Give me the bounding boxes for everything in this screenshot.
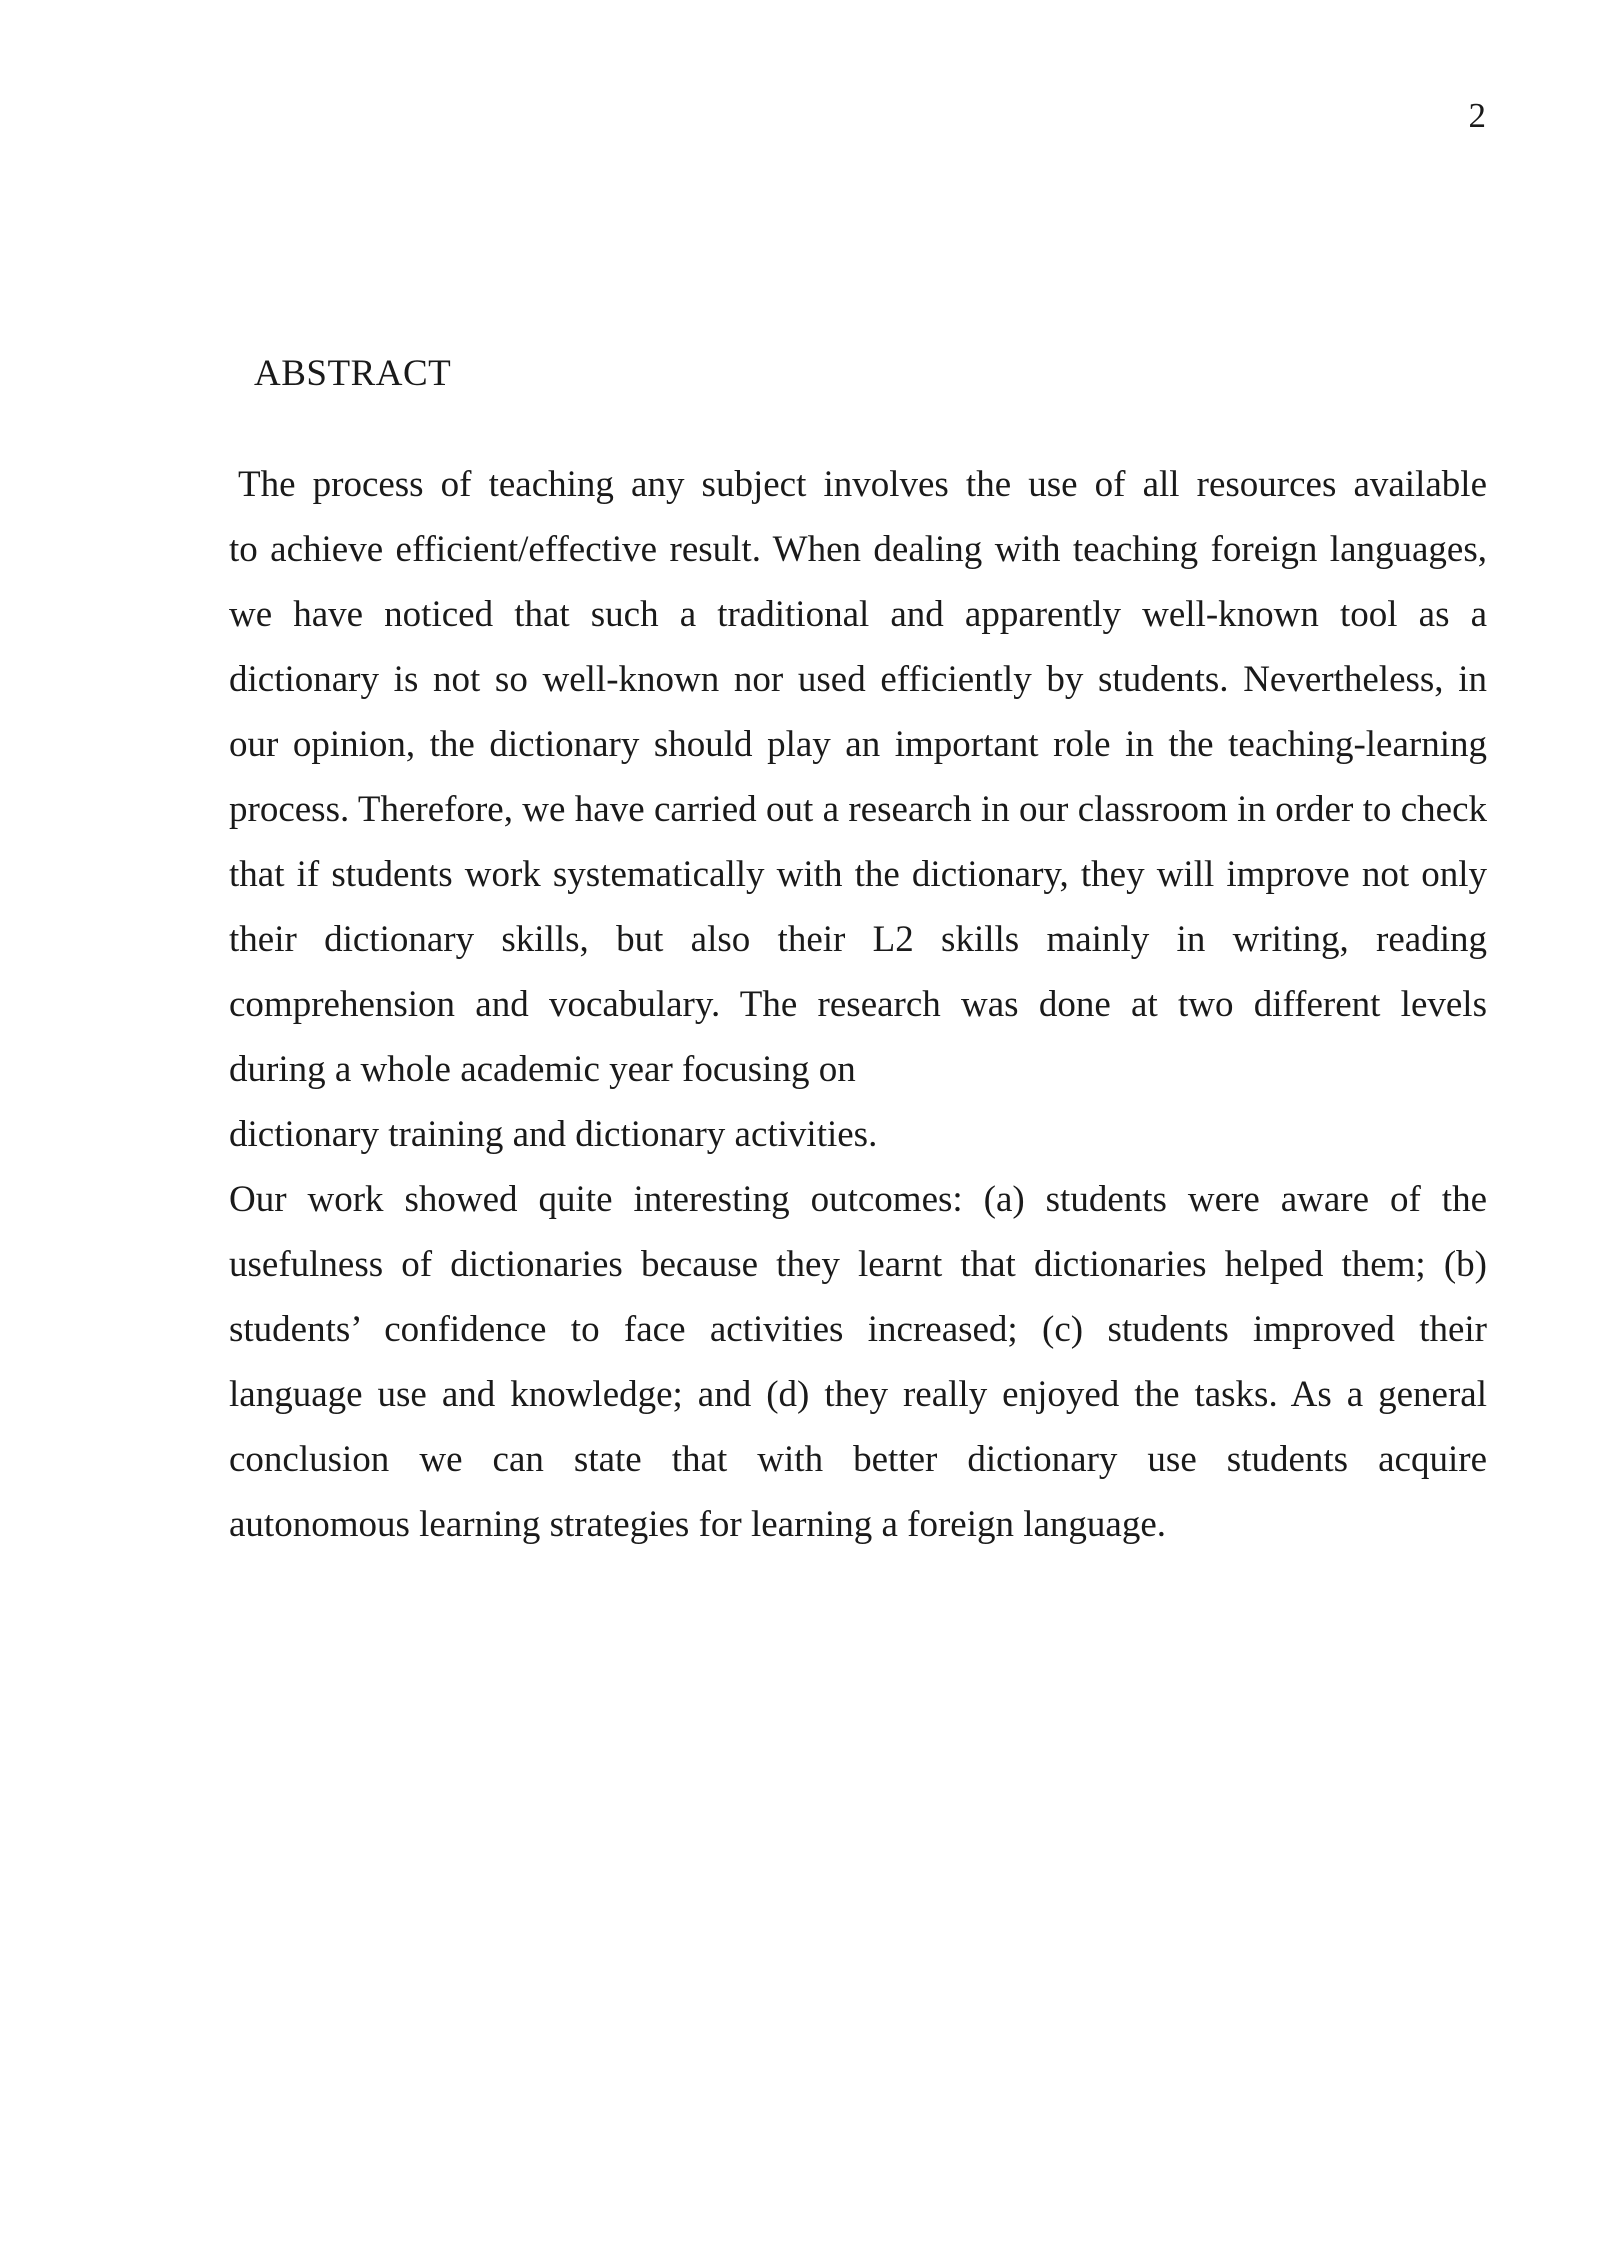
abstract-line: we have noticed that such a traditional and apparently well-known tool as a (229, 594, 1487, 635)
abstract-line: comprehension and vocabulary. The research was done at two different levels (229, 984, 1487, 1025)
abstract-line: process. Therefore, we have carried out a research in our classroom in order to check (229, 789, 1487, 830)
abstract-line: Our work showed quite interesting outcomes: (a) students were aware of the (229, 1179, 1487, 1220)
abstract-line: that if students work systematically with the dictionary, they will improve not only (229, 854, 1487, 895)
abstract-line: our opinion, the dictionary should play an important role in the teaching-learning (229, 724, 1487, 765)
abstract-line: language use and knowledge; and (d) they really enjoyed the tasks. As a general (229, 1374, 1487, 1415)
abstract-heading: ABSTRACT (254, 353, 452, 394)
abstract-line: conclusion we can state that with better dictionary use students acquire (229, 1439, 1487, 1480)
abstract-body (229, 452, 1487, 1557)
abstract-line: dictionary training and dictionary activities. (229, 1114, 878, 1155)
abstract-line: usefulness of dictionaries because they learnt that dictionaries helped them; (b) (229, 1244, 1487, 1285)
abstract-line: dictionary is not so well-known nor used efficiently by students. Nevertheless, in (229, 659, 1487, 700)
abstract-line: autonomous learning strategies for learning a foreign language. (229, 1504, 1167, 1545)
abstract-line: during a whole academic year focusing on (229, 1049, 856, 1090)
page-number: 2 (1468, 96, 1486, 135)
abstract-line: The process of teaching any subject involves the use of all resources available (238, 464, 1487, 505)
abstract-line: their dictionary skills, but also their L2 skills mainly in writing, reading (229, 919, 1487, 960)
abstract-line: students’ confidence to face activities increased; (c) students improved their (229, 1309, 1487, 1350)
abstract-line: to achieve efficient/effective result. When dealing with teaching foreign languages, (229, 529, 1487, 570)
